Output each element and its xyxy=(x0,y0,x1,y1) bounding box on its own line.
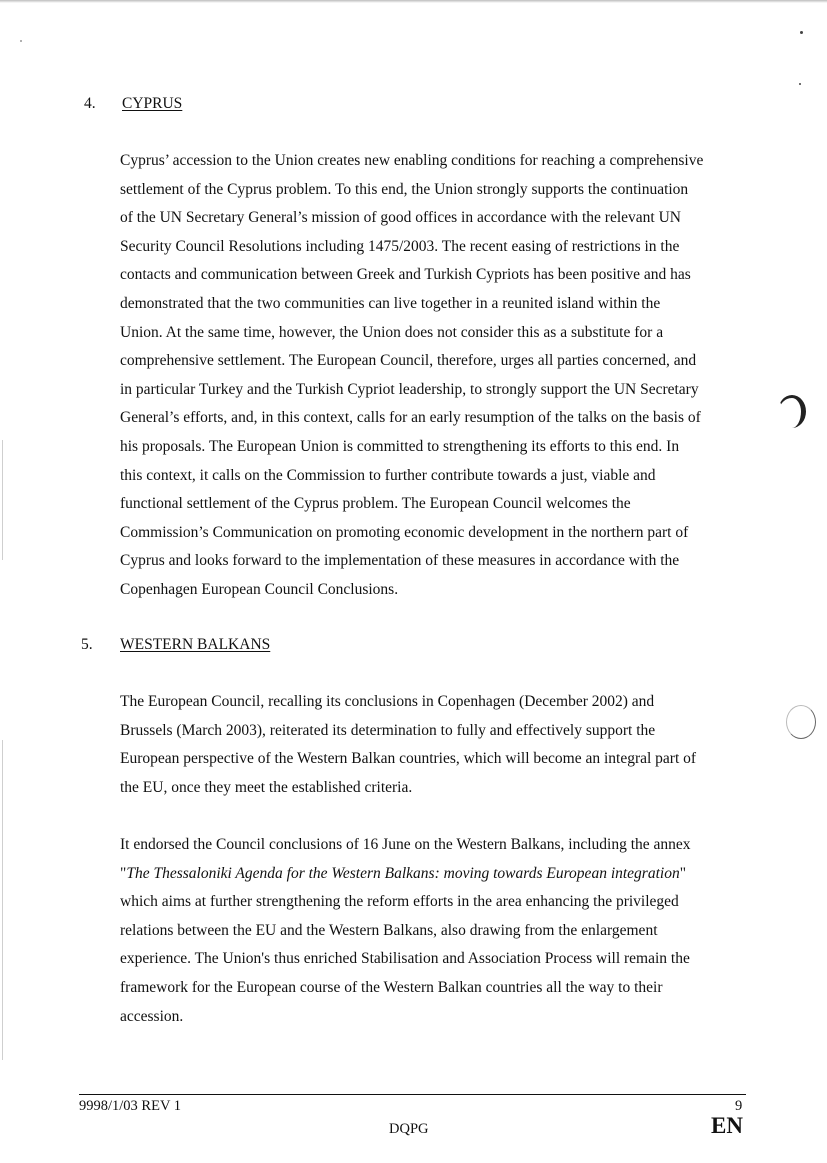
paragraph-line: functional settlement of the Cyprus problem. The European Council welcomes the xyxy=(120,495,631,513)
paragraph-line: of the UN Secretary General’s mission of good offices in accordance with the relevant UN xyxy=(120,209,681,227)
section-title: WESTERN BALKANS xyxy=(120,636,271,653)
paragraph-line: his proposals. The European Union is committed to strengthening its efforts to this end. In xyxy=(120,437,680,455)
quote-close: " xyxy=(679,864,687,882)
western-balkans-paragraph-2 xyxy=(120,831,755,1031)
paragraph-line: accession. xyxy=(120,1007,184,1025)
footer-rule xyxy=(79,1094,746,1095)
paragraph-line-quote xyxy=(120,860,755,889)
paragraph-line: this context, it calls on the Commission to further contribute towards a just, viable and xyxy=(120,466,656,484)
paragraph-line: Copenhagen European Council Conclusions. xyxy=(120,580,399,598)
scan-left-mark xyxy=(2,740,3,1060)
language-code: EN xyxy=(711,1113,743,1138)
paragraph-line: in particular Turkey and the Turkish Cypriot leadership, to strongly support the UN Secretary xyxy=(120,380,699,398)
paragraph-line: Brussels (March 2003), reiterated its determination to fully and effectively support the xyxy=(120,721,656,739)
paragraph-line: It endorsed the Council conclusions of 16 June on the Western Balkans, including the annex xyxy=(120,836,691,853)
paragraph-line: relations between the EU and the Western Balkans, also drawing from the enlargement xyxy=(120,921,658,939)
paragraph-line: demonstrated that the two communities can live together in a reunited island within the xyxy=(120,294,661,312)
scan-speck xyxy=(799,83,801,85)
paragraph-line: Cyprus’ accession to the Union creates new enabling conditions for reaching a comprehensive xyxy=(120,152,704,169)
paragraph-line: framework for the European course of the Western Balkan countries all the way to their xyxy=(120,978,663,996)
section-number: 4. xyxy=(84,95,96,112)
quote-open: " xyxy=(120,864,127,882)
punch-hole-mark xyxy=(786,705,816,739)
paragraph-line: Union. At the same time, however, the Union does not consider this as a substitute for a xyxy=(120,323,664,341)
page-number: 9 xyxy=(735,1098,743,1114)
paragraph-line: Security Council Resolutions including 1475/2003. The recent easing of restrictions in the xyxy=(120,237,680,255)
cyprus-paragraph xyxy=(120,147,755,605)
section-title: CYPRUS xyxy=(122,95,183,112)
paragraph-line: comprehensive settlement. The European Council, therefore, urges all parties concerned, and xyxy=(120,352,697,370)
department-code: DQPG xyxy=(389,1121,429,1137)
scan-left-mark xyxy=(2,440,3,560)
scan-speck xyxy=(20,40,22,42)
agenda-title: The Thessaloniki Agenda for the Western Balkans: moving towards European integration xyxy=(126,864,680,882)
western-balkans-paragraph-1 xyxy=(120,688,755,802)
paragraph-line: experience. The Union's thus enriched Stabilisation and Association Process will remain the xyxy=(120,950,690,968)
paragraph-line: General’s efforts, and, in this context, calls for an early resumption of the talks on the basis of xyxy=(120,409,701,427)
paragraph-line: European perspective of the Western Balkan countries, which will become an integral part of xyxy=(120,750,697,768)
document-reference: 9998/1/03 REV 1 xyxy=(79,1098,182,1114)
paragraph-line: The European Council, recalling its conclusions in Copenhagen (December 2002) and xyxy=(120,693,655,710)
paragraph-line: which aims at further strengthening the reform efforts in the area enhancing the privileged xyxy=(120,893,679,911)
paragraph-line: contacts and communication between Greek and Turkish Cypriots has been positive and has xyxy=(120,266,691,284)
punch-hole-mark xyxy=(778,395,806,428)
scan-speck xyxy=(800,31,803,34)
paragraph-line: Commission’s Communication on promoting economic development in the northern part of xyxy=(120,523,689,541)
paragraph-line: Cyprus and looks forward to the implementation of these measures in accordance with the xyxy=(120,552,680,570)
paragraph-line: the EU, once they meet the established criteria. xyxy=(120,778,413,796)
paragraph-line: settlement of the Cyprus problem. To this end, the Union strongly supports the continuation xyxy=(120,180,689,198)
paragraph-continuation xyxy=(120,888,755,1031)
section-number: 5. xyxy=(81,636,93,653)
scan-top-edge xyxy=(0,0,827,3)
